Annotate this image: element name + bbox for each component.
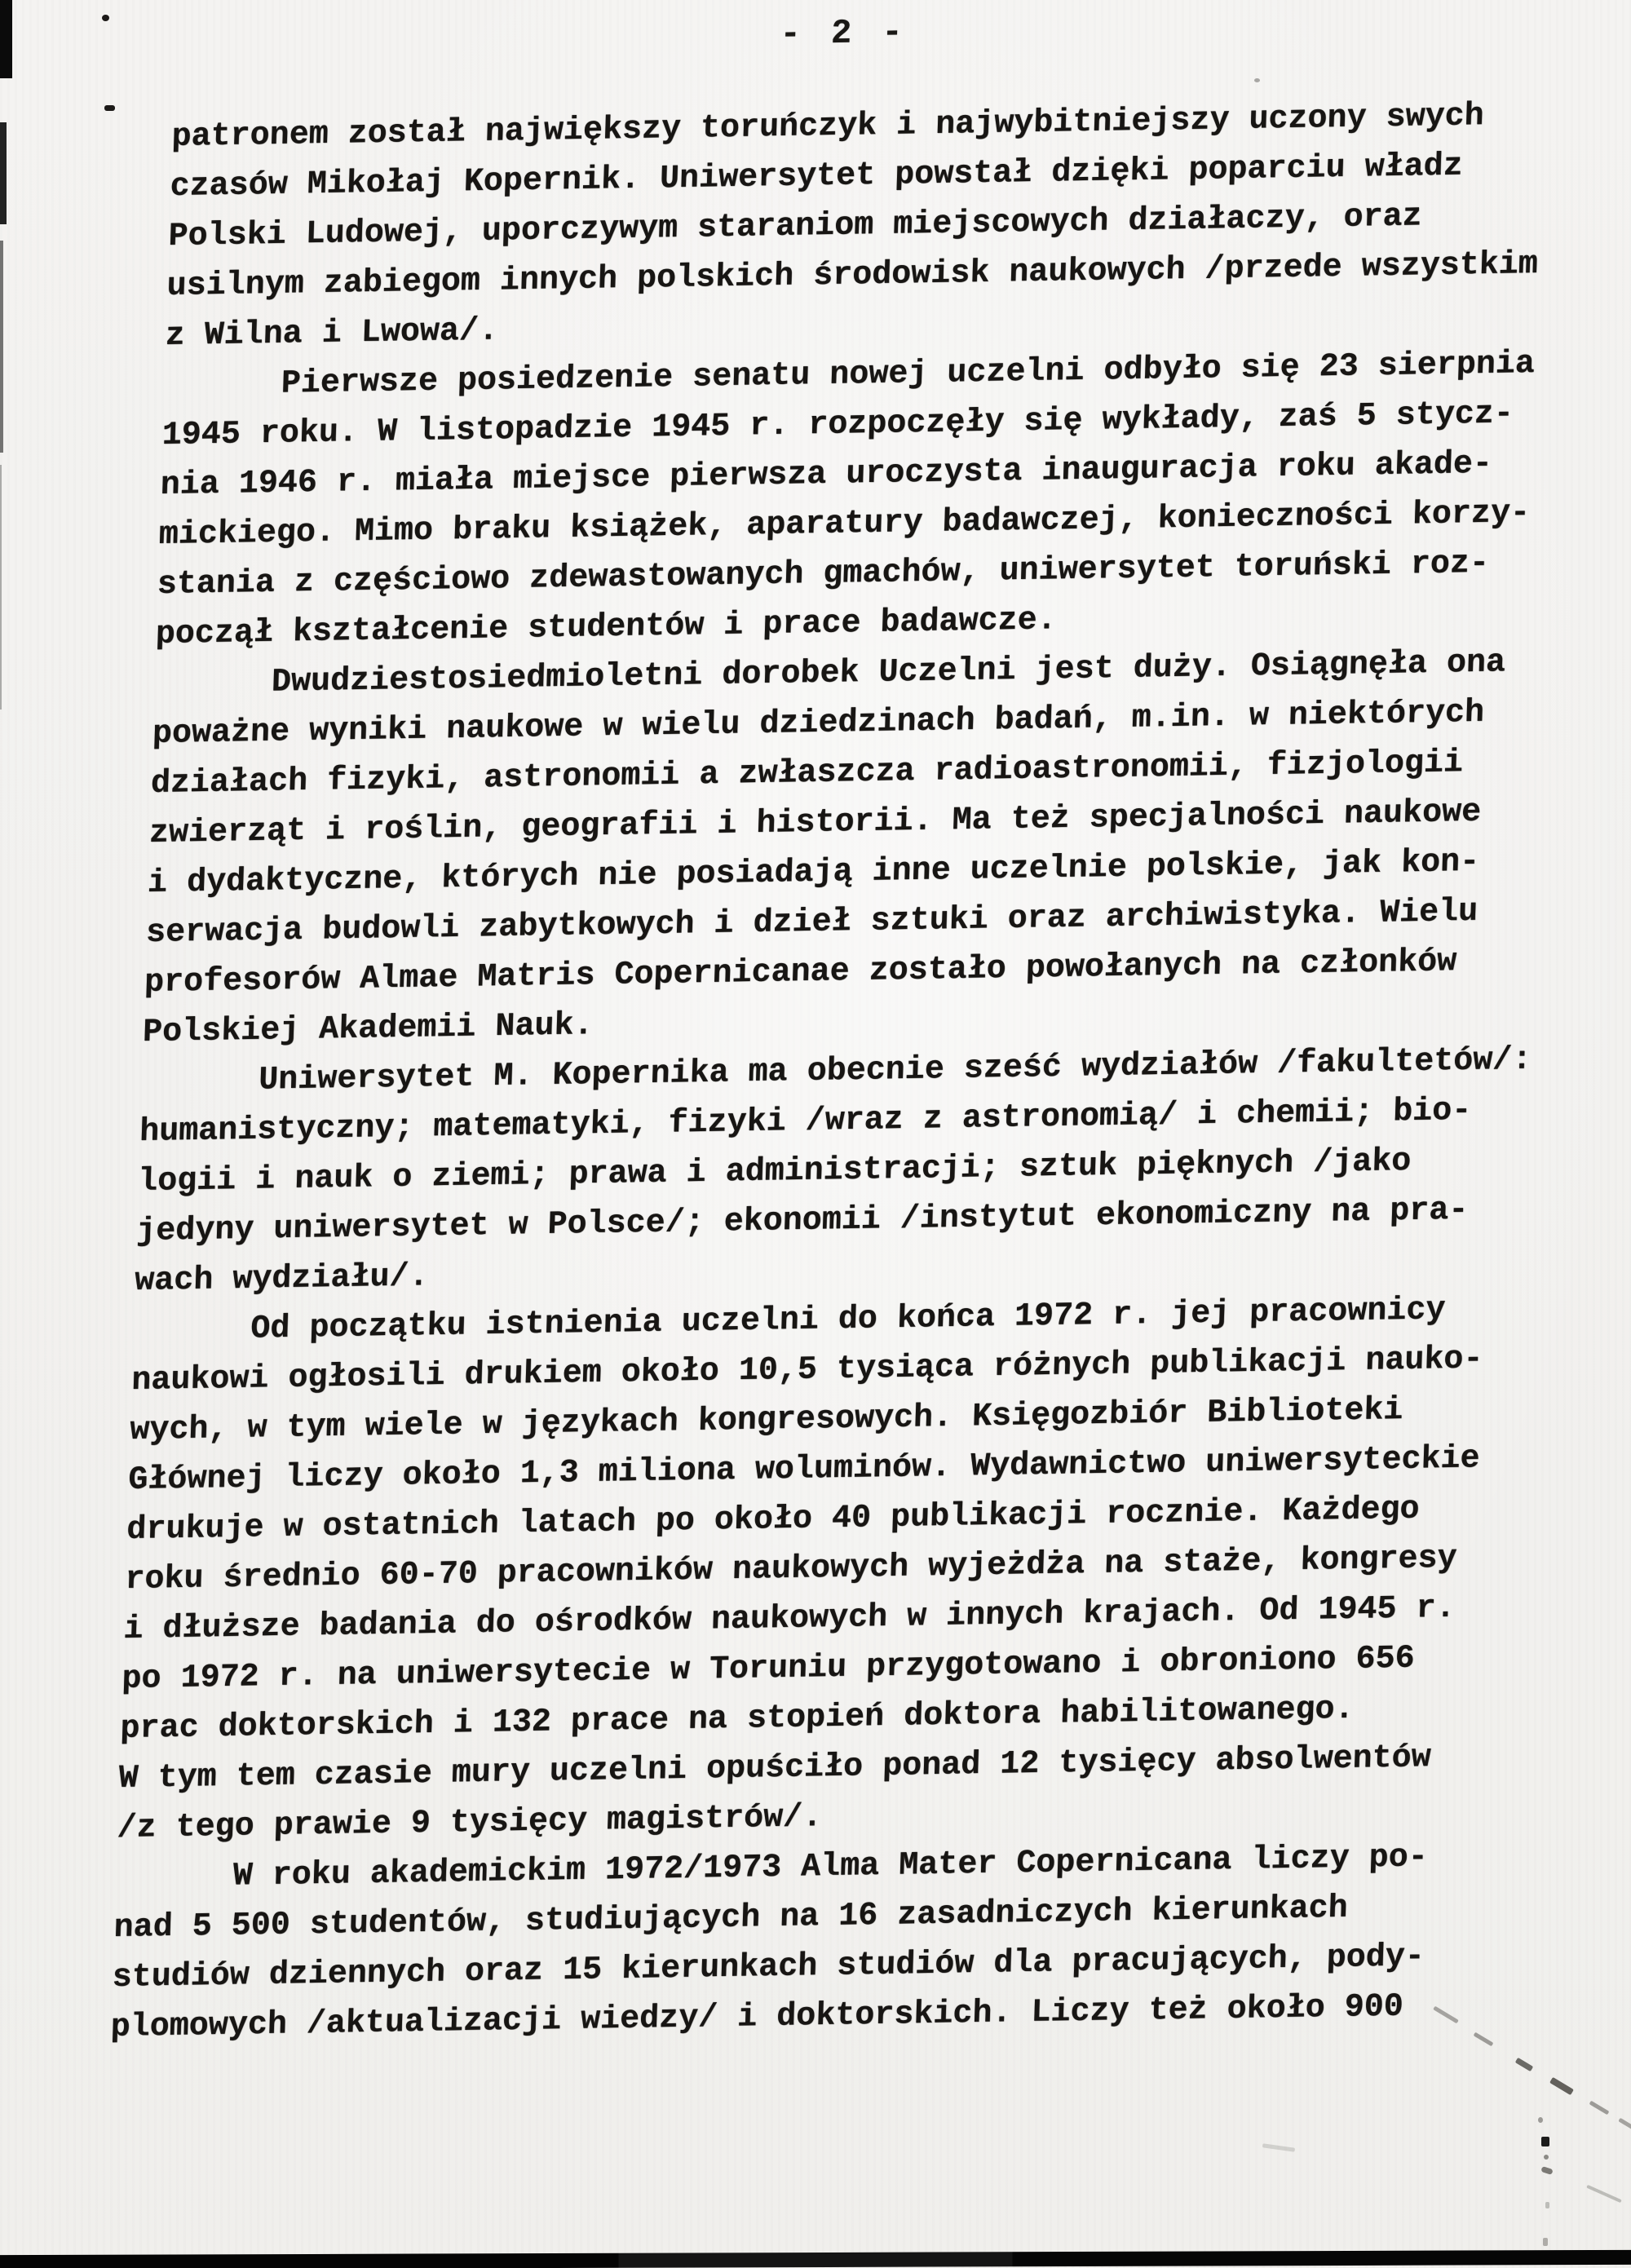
pencil-mark	[1538, 2117, 1543, 2123]
text-line: W roku akademickim 1972/1973 Alma Mater Copernicana liczy po-	[114, 1839, 1429, 1897]
text-line: nad 5 500 studentów, studiujących na 16 zasadniczych kierunkach	[113, 1890, 1349, 1947]
text-line: drukuje w ostatnich latach po około 40 publikacji rocznie. Każdego	[126, 1491, 1421, 1549]
pencil-mark	[1541, 2137, 1549, 2146]
text-line: Polski Ludowej, uporczywym staraniom miejscowych działaczy, oraz	[167, 198, 1423, 255]
text-line: Głównej liczy około 1,3 miliona woluminów. Wydawnictwo uniwersyteckie	[127, 1440, 1481, 1499]
text-line: Dwudziestosiedmioletni dorobek Uczelni jest duży. Osiągnęła ona	[153, 644, 1506, 703]
text-line: roku średnio 60-70 pracowników naukowych wyjeżdża na staże, kongresy	[124, 1540, 1458, 1598]
text-line: naukowi ogłosili drukiem około 10,5 tysiąca różnych publikacji nauko-	[130, 1341, 1484, 1399]
text-line: wach wydziału/.	[134, 1258, 430, 1300]
page-number: - 2 -	[779, 12, 908, 55]
text-line: patronem został największy toruńczyk i najwybitniejszy uczony swych	[170, 98, 1485, 156]
text-line: zwierząt i roślin, geografii i historii. Ma też specjalności naukowe	[148, 794, 1482, 852]
pencil-mark	[1474, 2032, 1494, 2047]
text-line: plomowych /aktualizacji wiedzy/ i doktorskich. Liczy też około 900	[109, 1988, 1404, 2046]
text-line: mickiego. Mimo braku książek, aparatury badawczej, konieczności korzy-	[158, 495, 1531, 554]
scan-artifact-bottom-edge	[0, 2250, 1631, 2268]
pencil-mark	[1544, 2155, 1549, 2160]
scan-artifact-left-edge	[0, 241, 3, 453]
ink-speck	[104, 105, 115, 111]
scan-artifact-left-edge	[0, 122, 7, 224]
text-line: jedyny uniwersytet w Polsce/; ekonomii /instytut ekonomiczny na pra-	[135, 1191, 1470, 1250]
text-line: profesorów Almae Matris Copernicanae zostało powołanych na członków	[144, 944, 1457, 1001]
text-line: poważne wyniki naukowe w wielu dziedzinach badań, m.in. w niektórych	[152, 694, 1485, 753]
text-line: W tym tem czasie mury uczelni opuściło ponad 12 tysięcy absolwentów	[117, 1740, 1432, 1797]
text-line: usilnym zabiegom innych polskich środowisk naukowych /przede wszystkim	[166, 246, 1539, 305]
body-text	[110, 90, 1609, 2053]
text-line: Pierwsze posiedzenie senatu nowej uczelni odbyło się 23 sierpnia	[162, 346, 1536, 405]
text-line: nia 1946 r. miała miejsce pierwsza uroczysta inauguracja roku akade-	[160, 445, 1493, 504]
pencil-mark	[1549, 2077, 1574, 2095]
pencil-mark	[1543, 2238, 1548, 2246]
text-line: wych, w tym wiele w językach kongresowych. Księgozbiór Biblioteki	[129, 1391, 1404, 1449]
text-line: począł kształcenie studentów i prace badawcze.	[155, 602, 1058, 653]
text-line: serwacja budowli zabytkowych i dzieł sztuki oraz archiwistyka. Wielu	[145, 893, 1479, 952]
text-line: po 1972 r. na uniwersytecie w Toruniu przygotowano i obroniono 656	[121, 1640, 1416, 1698]
text-line: Polskiej Akademii Nauk.	[142, 1007, 594, 1051]
text-line: /z tego prawie 9 tysięcy magistrów/.	[116, 1799, 823, 1847]
ink-speck	[1254, 78, 1260, 82]
text-line: stania z częściowo zdewastowanych gmachów, uniwersytet toruński roz-	[157, 545, 1490, 603]
text-line: studiów dziennych oraz 15 kierunkach studiów dla pracujących, pody-	[111, 1939, 1425, 1996]
pencil-mark	[1545, 2202, 1549, 2208]
text-line: humanistyczny; matematyki, fizyki /wraz z astronomią/ i chemii; bio-	[139, 1092, 1472, 1151]
pencil-mark	[1618, 2118, 1631, 2131]
text-line: działach fizyki, astronomii a zwłaszcza radioastronomii, fizjologii	[150, 745, 1464, 802]
pencil-mark	[1262, 2143, 1295, 2152]
text-line: Uniwersytet M. Kopernika ma obecnie sześć wydziałów /fakultetów/:	[140, 1041, 1532, 1101]
text-line: logii i nauk o ziemi; prawa i administracji; sztuk pięknych /jako	[137, 1143, 1412, 1200]
text-line: 1945 roku. W listopadzie 1945 r. rozpoczęły się wykłady, zaś 5 stycz-	[161, 396, 1514, 454]
text-line: i dłuższe badania do ośrodków naukowych w innych krajach. Od 1945 r.	[122, 1589, 1456, 1648]
pencil-mark	[1586, 2185, 1622, 2203]
pencil-mark	[1589, 2101, 1610, 2115]
text-line: prac doktorskich i 132 prace na stopień doktora habilitowanego.	[119, 1691, 1355, 1748]
text-line: czasów Mikołaj Kopernik. Uniwersytet powstał dzięki poparciu władz	[169, 148, 1464, 206]
ink-speck	[102, 15, 109, 21]
scan-artifact-left-edge	[0, 465, 2, 710]
text-line: i dydaktyczne, których nie posiadają inne uczelnie polskie, jak kon-	[147, 843, 1480, 902]
text-line: z Wilna i Lwowa/.	[164, 312, 499, 355]
pencil-mark	[1540, 2166, 1553, 2175]
scan-artifact-left-edge	[0, 0, 12, 78]
pencil-mark	[1515, 2058, 1533, 2071]
text-line: Od początku istnienia uczelni do końca 1972 r. jej pracownicy	[132, 1292, 1447, 1350]
typewritten-text-block	[109, 2, 1611, 2046]
